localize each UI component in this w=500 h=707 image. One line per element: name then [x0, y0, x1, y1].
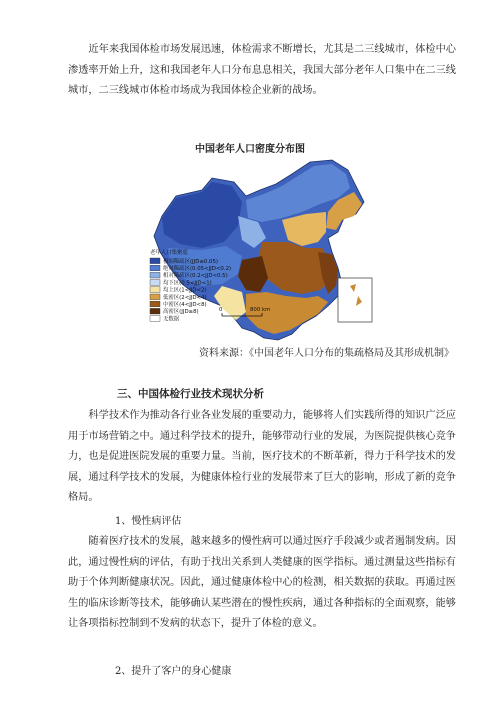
legend-swatch — [150, 287, 160, 293]
legend-swatch — [150, 265, 160, 271]
subsection-2-title: 2、提升了客户的身心健康 — [115, 666, 232, 677]
legend-swatch — [150, 258, 160, 264]
section-paragraph: 科学技术作为推动各行业各业发展的重要动力，能够将人们实践所得的知识广泛应用于市场营销之中。通过科学技术的提升，能够带动行业的发展，为医院提供核心竞争力，也是促进医院发展的重要力量。当前，医疗技术的不断革新，得力于科学技术的发展，通过科学技术的发展，为健康体检行业的发展带来了巨大的影响，形成了新的竞争格局。 — [68, 410, 456, 503]
legend-label: 无数据 — [163, 316, 180, 323]
legend-label: 绝对稀疏区(0.05<JJD<0.2) — [163, 266, 232, 272]
legend-swatch — [150, 280, 160, 286]
legend-label: 均下区(0.5<JJD<1) — [163, 280, 212, 287]
subsection-1-title: 1、慢性病评估 — [115, 516, 182, 527]
legend-swatch — [150, 294, 160, 300]
legend-swatch — [150, 316, 160, 322]
china-population-map — [142, 156, 382, 346]
figure-source: 资料来源：《中国老年人口分布的集疏格局及其形成机制》 — [199, 348, 454, 359]
legend-label: 高密区(JJD≥8) — [163, 309, 199, 316]
legend-title: 老年人口集聚度 — [150, 250, 188, 256]
legend-label: 中密区(4<JJD<8) — [163, 302, 207, 308]
scale-end: 800 km — [250, 307, 271, 313]
figure-title: 中国老年人口密度分布图 — [195, 144, 305, 155]
section-heading: 三、中国体检行业技术现状分析 — [117, 388, 264, 400]
intro-paragraph: 近年来我国体检市场发展迅速，体检需求不断增长，尤其是二三线城市，体检中心渗透率开始上升，这和我国老年人口分布息息相关，我国大部分老年人口集中在二三线城市，二三线城市体检市场成为我国体检企业新的战场。 — [68, 44, 456, 96]
legend-label: 均上区(1<JJD<2) — [163, 287, 207, 294]
subsection-1-paragraph: 随着医疗技术的发展，越来越多的慢性病可以通过医疗手段减少或者遏制发病。因此，通过慢性病的评估，有助于找出关系到人类健康的医学指标。通过测量这些指标有助于个体判断健康状况。因此，通过健康体检中心的检测，相关数据的获取。再通过医生的临床诊断等技术，能够确认某些潜在的慢性疾病，通过各种指标的全面观察，能够让各项指标控制到不发病的状态下，提升了体检的意义。 — [68, 536, 456, 629]
scale-start: 0 — [219, 307, 223, 313]
legend-label: 相对稀疏区(0.2<JJD<0.5) — [163, 273, 228, 280]
south-region — [246, 292, 328, 334]
legend-swatch — [150, 272, 160, 278]
legend-swatch — [150, 301, 160, 307]
legend-swatch — [150, 308, 160, 314]
legend-label: 低密区(2<JJD<4) — [163, 294, 207, 301]
legend-label: 极端稀疏区(JJD≤0.05) — [163, 258, 219, 265]
